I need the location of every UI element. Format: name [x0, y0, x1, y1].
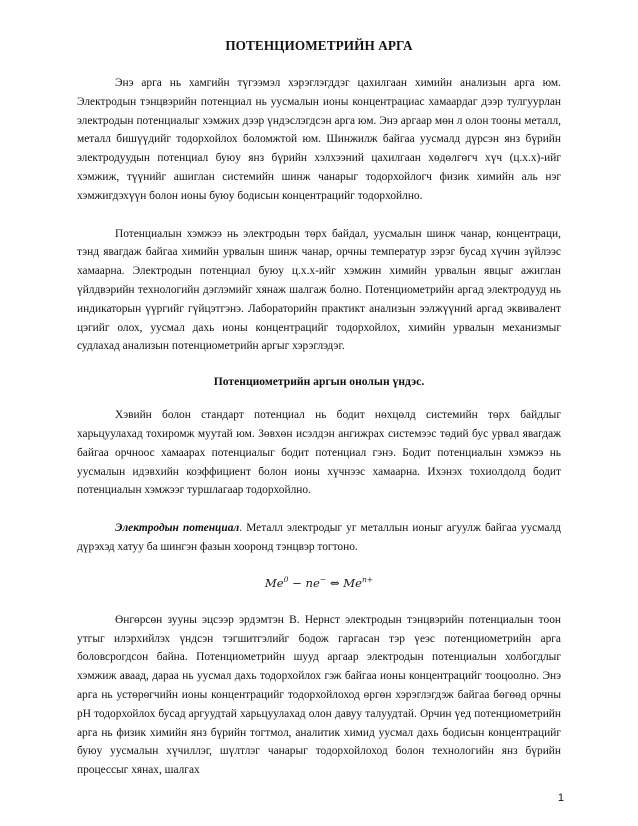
formula-middle-sup: − [319, 574, 327, 584]
final-paragraph: Өнгөрсөн зууны эцсээр эрдэмтэн В. Нернст электродын тэнцвэрийн потенциалын тоон утгыг илэрхийлэх үндсэн тэгшитгэлийг бодож гаргасан тэр үеэс потенциометрийн арга боловсрогдсон байна. Потенциометрийн шууд аргаар электродын потенциалын холбогдлыг хэмжиж аваад, дараа нь уусмал дахь тодорхойлох гэж байгаа ионы концентрацийг тооцоолно. Энэ арга нь устөрөгчийн ионы концентрацийг тодорхойлоход өргөн хэрэглэгдэж байгаа бөгөөд орчны рН тодорхойлох бусад аргуудтай харьцуулахад олон давуу талуудтай. Орчин үед потенциометрийн арга нь физик химийн янз бүрийн тогтмол, аналитик химид уусмал дахь бодисын концентрацийг буюу уусмалын хүчиллэг, шүлтлэг чанарыг тодорхойлоход болон технологийн янз бүрийн процессыг хянах, шалгах [77, 613, 561, 777]
formula-left-sup: 0 [283, 574, 289, 584]
electrode-potential-paragraph [77, 519, 561, 557]
section-subheading: Потенциометрийн аргын онолын үндэс. [213, 375, 425, 389]
intro-paragraph-2: Потенциалын хэмжээ нь электродын төрх байдал, уусмалын шинж чанар, концентраци, тэнд явагдаж байгаа химийн урвалын шинж чанар, орчны температур зэрэг бусад хүчин зүйлээс хамаарна. Электродын потенциал буюу ц.х.х-ийг хэмжин химийн урвалын явцыг ажиглан үйлдвэрийн технологийн дэглэмийг хянаж шалгаж болно. Потенциометрийн аргад электродууд нь индикаторын үүргийг гүйцэтгэнэ. Лабораторийн практикт анализын ээлжүүний аргад эквивалент цэгийг олох, уусмал дахь ионы концентрацийг тодорхойлох, химийн урвалын механизмыг судлахад анализын потенциометрийн аргыг хэрэглэдэг. [77, 227, 561, 353]
theory-paragraph: Хэвийн болон стандарт потенциал нь бодит нөхцөлд системийн төрх байдлыг харьцуулахад тохиромж муутай юм. Зөвхөн исэлдэн ангижрах системээс төдий бус урвал явагдаж байгаа орчноос хамаарах потенциалыг бодит потенциал гэнэ. Бодит потенциалын хэмжээ нь уусмалын идэвхийн коэффициент болон ионы хүчнээс хамаарна. Ихэнэх тохиолдолд бодит потенциалын хэмжээг туршлагаар тодорхойлно. [77, 409, 561, 497]
document-title: ПОТЕНЦИОМЕТРИЙН АРГА [225, 38, 413, 53]
electrode-potential-term: Электродын потенциал [115, 522, 240, 535]
document-page [77, 38, 561, 799]
intro-paragraph-1: Энэ арга нь хамгийн түгээмэл хэрэглэгддэг цахилгаан химийн анализын арга юм. Электродын тэнцвэрийн потенциал нь уусмалын ионы концентрациас хамаардаг дээр тулгуурлан электродын потенциалыг хэмжих дээр үндэслэгдсэн арга юм. Энэ аргаар мөн л олон тооны металл, металл бишүүдийг тодорхойлох боломжтой юм. Шинжилж байгаа уусмалд дүрсэн янз бүрийн электродуудын потенциал буюу янз бүрийн хэлхээний цахилгаан хөдөлгөгч хүч (ц.х.х)-ийг хэмжиж, түүнийг ашиглан системийн шинж чанарыг тодорхойлогч физик химийн аль нэг хэмжигдэхүүн болон ионы буюу бодисын концентрацийг тодорхойлно. [77, 77, 561, 202]
formula-arrow: ⇔ [326, 575, 344, 590]
equilibrium-formula [77, 576, 561, 590]
formula-right: Me [343, 575, 362, 590]
formula-right-sup: n+ [361, 574, 374, 584]
formula-left: Me [264, 575, 284, 590]
formula-middle: − ne [288, 575, 320, 590]
page-number: 1 [557, 792, 564, 804]
electrode-potential-text: . Металл электродыг уг металлын ионыг агуулж байгаа уусмалд дүрэхэд хатуу ба шингэн фазын хооронд тэнцвэр тогтоно. [77, 522, 561, 553]
